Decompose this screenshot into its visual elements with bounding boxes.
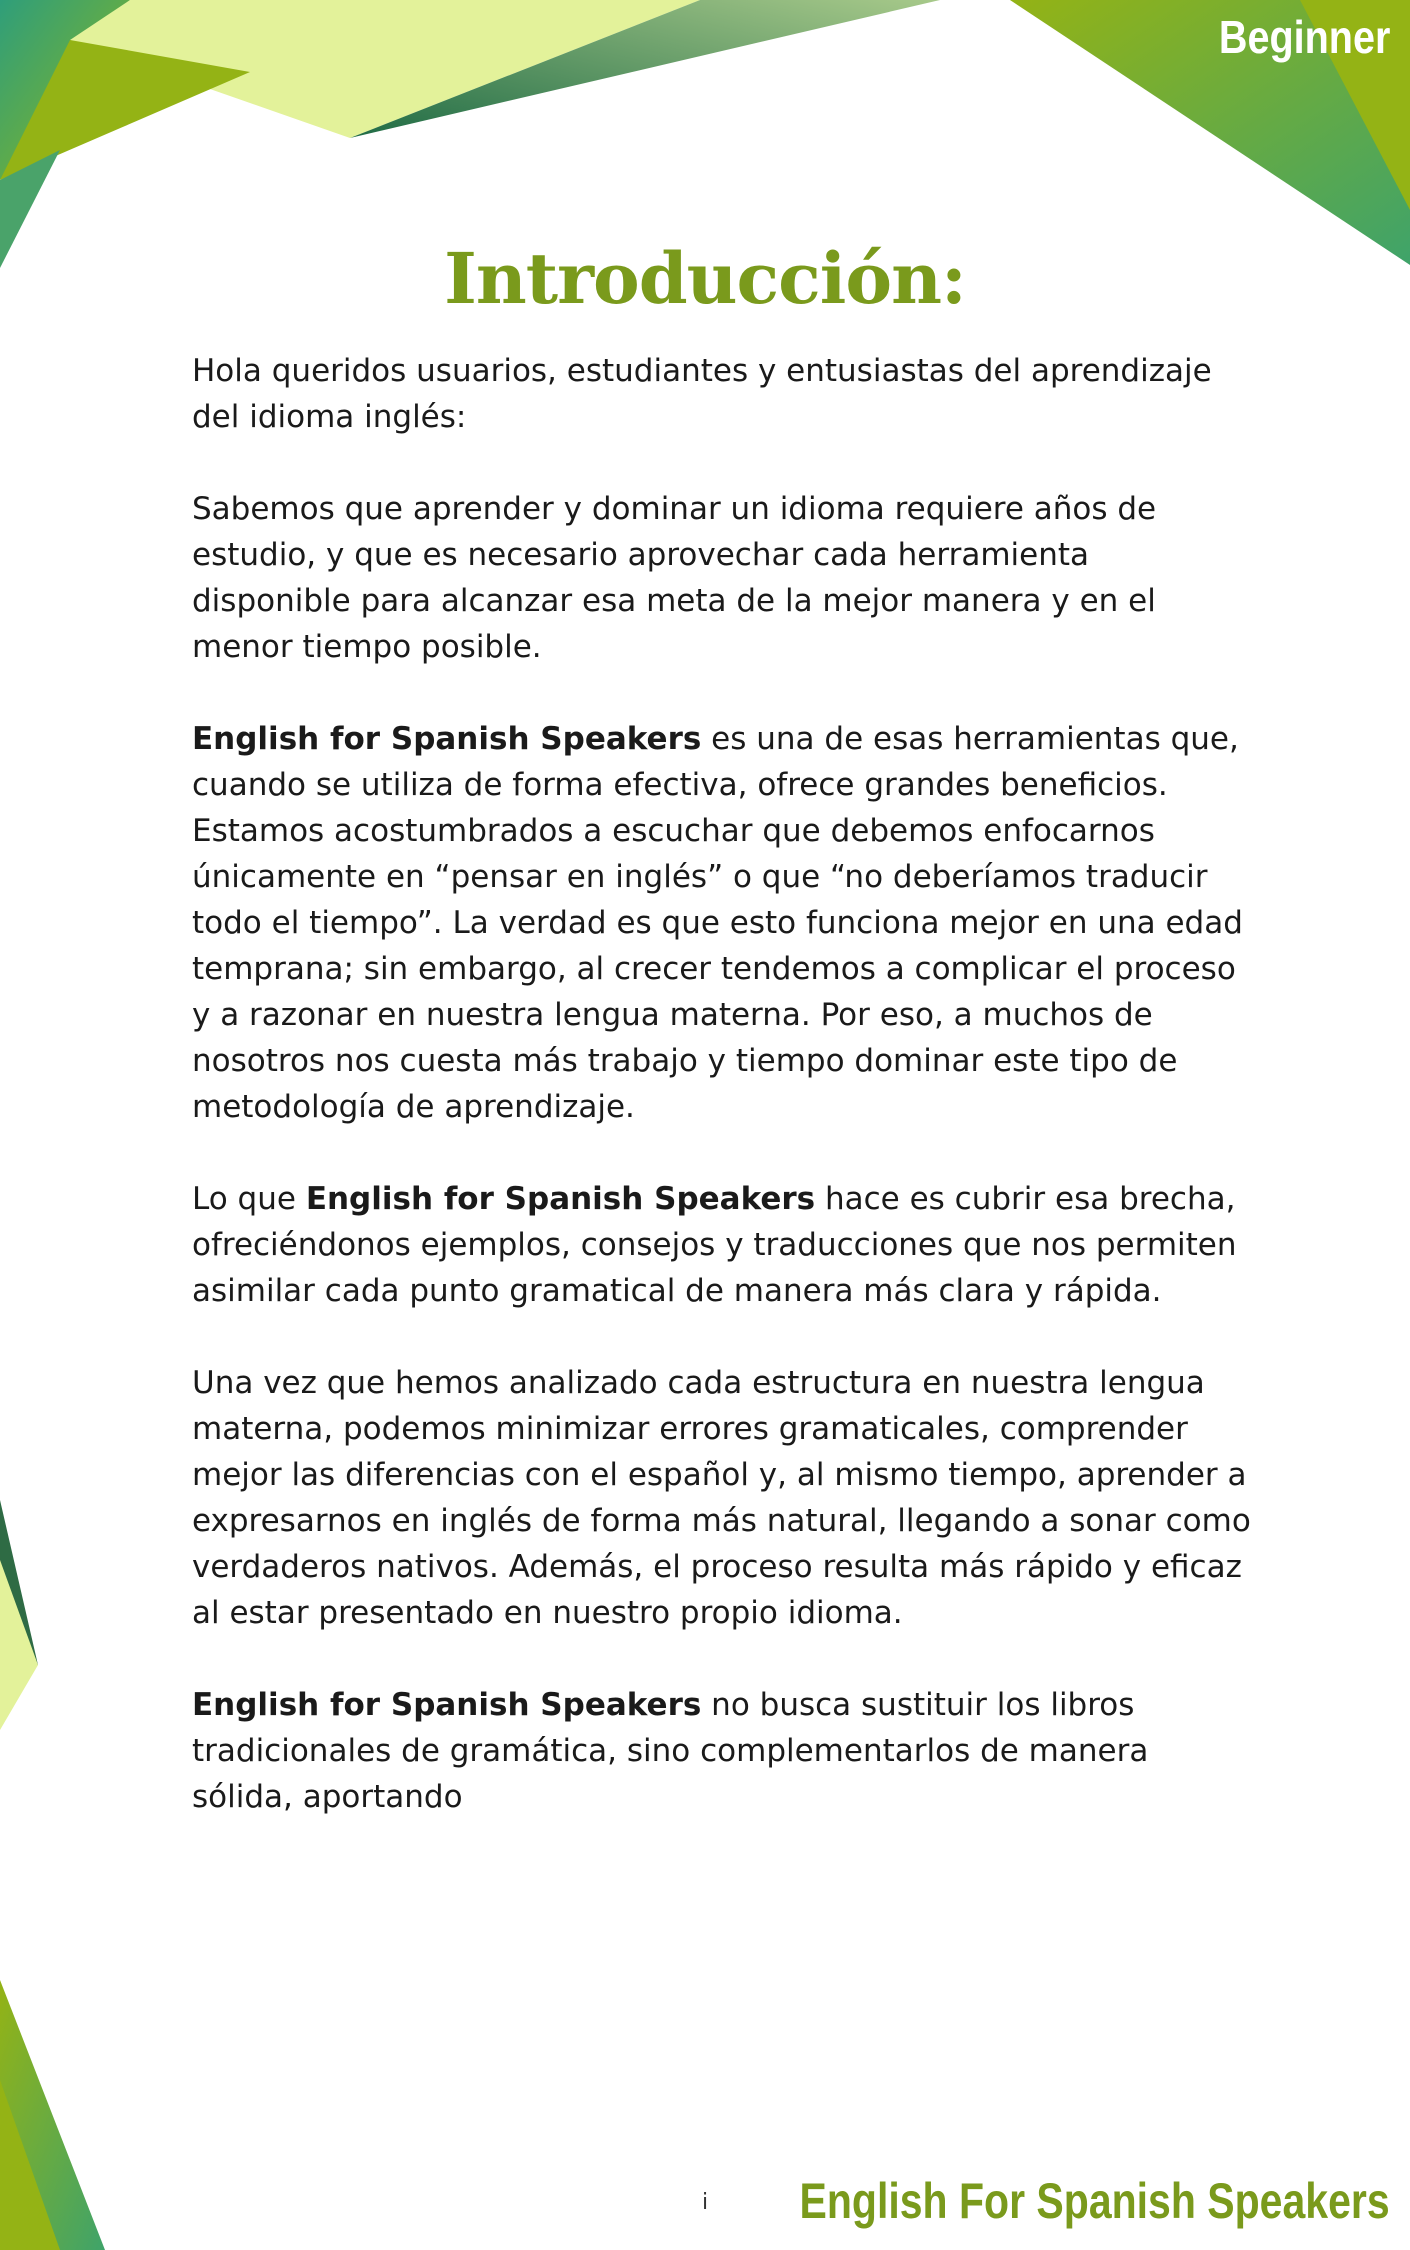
paragraph-3 bbox=[192, 716, 1252, 1130]
paragraph-text: Una vez que hemos analizado cada estructura en nuestra lengua materna, podemos minimizar errores gramaticales, comprender mejor las diferencias con el español y, al mismo tiempo, aprender a expresarnos en inglés de forma más natural, llegando a sonar como verdaderos nativos. Además, el proceso resulta más rápido y eficaz al estar presentado en nuestro propio idioma. bbox=[192, 1365, 1251, 1631]
paragraph-6 bbox=[192, 1682, 1252, 1820]
footer-book-title: English For Spanish Speakers bbox=[799, 2173, 1390, 2229]
paragraph-text: no busca sustituir los libros tradicionales de gramática, sino complementarlos de manera sólida, aportando bbox=[192, 1687, 1149, 1815]
intro-body bbox=[192, 348, 1252, 1866]
paragraph-text: hace es cubrir esa brecha, ofreciéndonos ejemplos, consejos y traducciones que nos permiten asimilar cada punto gramatical de manera más clara y rápida. bbox=[192, 1181, 1237, 1309]
paragraph-text: es una de esas herramientas que, cuando se utiliza de forma efectiva, ofrece grandes beneficios. Estamos acostumbrados a escuchar que debemos enfocarnos únicamente en “pensar en inglés” o que “no deberíamos traducir todo el tiempo”. La verdad es que esto funciona mejor en una edad temprana; sin embargo, al crecer tendemos a complicar el proceso y a razonar en nuestra lengua materna. Por eso, a muchos de nosotros nos cuesta más trabajo y tiempo dominar este tipo de metodología de aprendizaje. bbox=[192, 721, 1243, 1125]
book-name-emphasis: English for Spanish Speakers bbox=[192, 1687, 702, 1723]
book-name-emphasis: English for Spanish Speakers bbox=[305, 1181, 816, 1217]
paragraph-lead: Lo que bbox=[192, 1181, 306, 1217]
level-badge: Beginner bbox=[1218, 11, 1390, 63]
paragraph-text: Sabemos que aprender y dominar un idioma requiere años de estudio, y que es necesario aprovechar cada herramienta disponible para alcanzar esa meta de la mejor manera y en el menor tiempo posible. bbox=[192, 491, 1157, 665]
page-number: i bbox=[701, 2190, 709, 2215]
paragraph-5 bbox=[192, 1360, 1252, 1636]
page-title: Introducción: bbox=[444, 236, 966, 320]
paragraph-text: Hola queridos usuarios, estudiantes y entusiastas del aprendizaje del idioma inglés: bbox=[192, 353, 1212, 435]
book-name-emphasis: English for Spanish Speakers bbox=[192, 721, 702, 757]
paragraph-4 bbox=[192, 1176, 1252, 1314]
paragraph-1 bbox=[192, 348, 1252, 440]
paragraph-2 bbox=[192, 486, 1252, 670]
